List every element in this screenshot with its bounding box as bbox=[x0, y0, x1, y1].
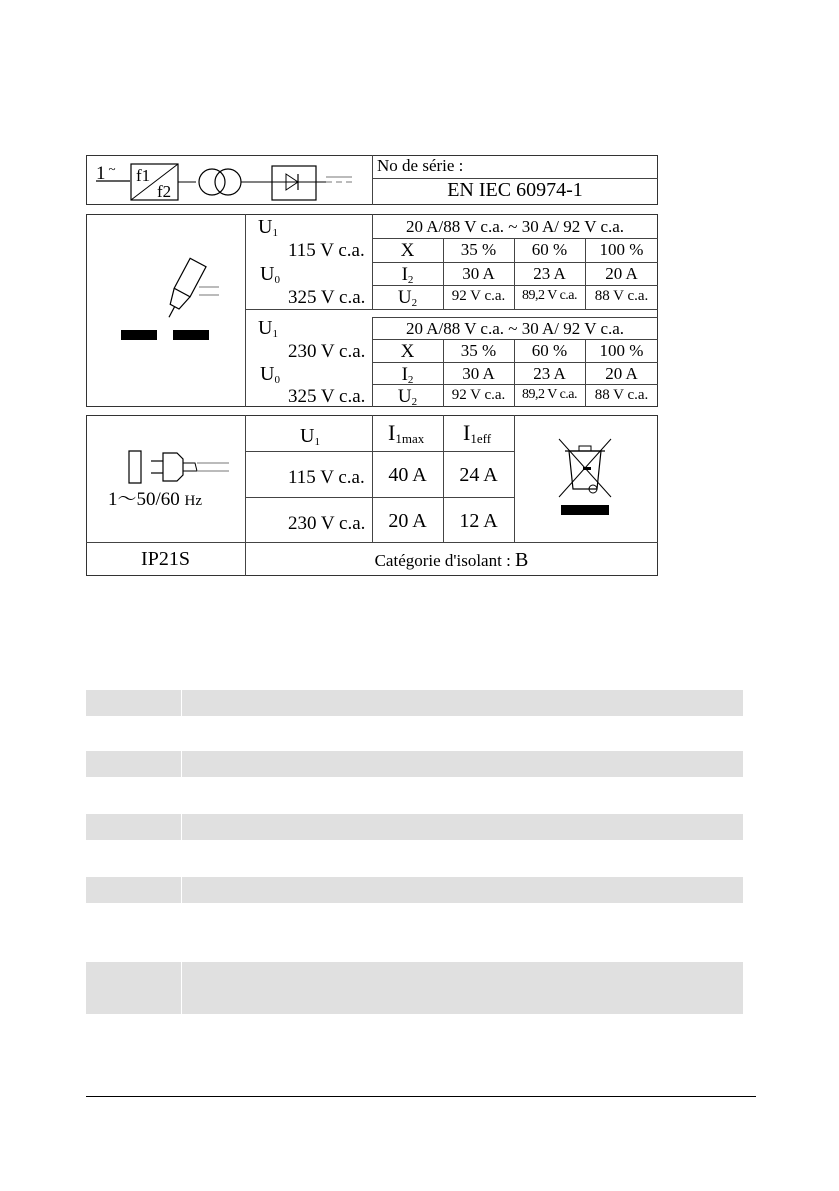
block1-u2-value: 92 V c.a. bbox=[451, 288, 506, 304]
block1-u2-label: $U_2$ bbox=[397, 287, 418, 309]
block1-line bbox=[372, 238, 658, 239]
block1-u2-value: 89,2 V c.a. bbox=[521, 288, 578, 303]
block2-line bbox=[372, 362, 658, 363]
block2-u1-symbol: $U_1$ bbox=[258, 317, 278, 340]
block1-u0-symbol: $U_0$ bbox=[260, 263, 280, 286]
output-specs-mid-line bbox=[245, 309, 658, 310]
description-row-1 bbox=[86, 690, 743, 716]
block2-i2-value: 20 A bbox=[605, 364, 638, 383]
block1-duty-cycle-label: X bbox=[400, 240, 415, 261]
supply-line bbox=[245, 451, 514, 452]
block2-i2-value: 23 A bbox=[533, 364, 566, 383]
block2-u0-value: 325 V c.a. bbox=[288, 386, 366, 407]
block2-current-range: 20 A/88 V c.a. ~ 30 A/ 92 V c.a. bbox=[405, 319, 625, 338]
protection-rating: IP21S bbox=[141, 548, 190, 570]
block1-current-range: 20 A/88 V c.a. ~ 30 A/ 92 V c.a. bbox=[405, 217, 625, 236]
mma-electrode-icon bbox=[115, 255, 225, 345]
block1-line bbox=[372, 262, 658, 263]
welding-power-source-icon bbox=[90, 158, 370, 204]
block2-u0-symbol: $U_0$ bbox=[260, 363, 280, 386]
footer-rule bbox=[86, 1096, 756, 1097]
supply-frequency: 1～50/60 Hz bbox=[108, 489, 203, 510]
mains-plug-icon bbox=[125, 445, 235, 489]
block2-i2-value: 30 A bbox=[462, 364, 495, 383]
block1-duty-cycle-value: 100 % bbox=[599, 240, 644, 259]
block2-u2-value: 88 V c.a. bbox=[594, 387, 649, 403]
block1-u0-value: 325 V c.a. bbox=[288, 287, 366, 308]
block1-u1-symbol: $U_1$ bbox=[258, 216, 278, 239]
weee-crossed-bin-icon bbox=[555, 437, 615, 521]
block2-duty-cycle-value: 35 % bbox=[460, 341, 497, 360]
supply-row-u1: 115 V c.a. bbox=[288, 467, 365, 488]
supply-row-i1max: 40 A bbox=[388, 464, 427, 486]
block2-u2-value: 89,2 V c.a. bbox=[521, 387, 578, 402]
phase-symbol: 1 ~ bbox=[96, 161, 116, 184]
serial-number-label: No de série : bbox=[377, 156, 464, 175]
block2-duty-cycle-label: X bbox=[400, 341, 415, 362]
block1-i2-value: 20 A bbox=[605, 264, 638, 283]
supply-row-u1: 230 V c.a. bbox=[288, 513, 366, 534]
output-specs-divider bbox=[245, 214, 246, 407]
supply-vline bbox=[514, 415, 515, 542]
description-row-5 bbox=[86, 962, 743, 1014]
supply-row-i1max: 20 A bbox=[388, 510, 427, 532]
description-row-4 bbox=[86, 877, 743, 903]
description-row-2 bbox=[86, 751, 743, 777]
block1-i2-value: 23 A bbox=[533, 264, 566, 283]
supply-col-i1eff: $I_{1eff}$ bbox=[463, 420, 492, 446]
standard-label: EN IEC 60974-1 bbox=[447, 179, 583, 201]
block1-duty-cycle-value: 60 % bbox=[531, 240, 568, 259]
block2-i2-label: $I_2$ bbox=[401, 364, 414, 386]
supply-line bbox=[245, 497, 514, 498]
description-row-3 bbox=[86, 814, 743, 840]
frequency-converter-f2: f2 bbox=[157, 182, 172, 201]
block2-u1-value: 230 V c.a. bbox=[288, 341, 366, 362]
supply-bottom-row-line bbox=[86, 542, 658, 543]
supply-row-i1eff: 24 A bbox=[459, 464, 498, 486]
block1-i2-value: 30 A bbox=[462, 264, 495, 283]
block2-duty-cycle-value: 60 % bbox=[531, 341, 568, 360]
block2-u2-value: 92 V c.a. bbox=[451, 387, 506, 403]
insulation-class-label: Catégorie d'isolant : B bbox=[374, 549, 529, 571]
block1-duty-cycle-value: 35 % bbox=[460, 240, 497, 259]
block2-line bbox=[372, 339, 658, 340]
block1-u1-value: 115 V c.a. bbox=[288, 240, 365, 261]
block1-u2-value: 88 V c.a. bbox=[594, 288, 649, 304]
supply-col-u1: $U_1$ bbox=[300, 425, 320, 448]
block1-i2-label: $I_2$ bbox=[401, 264, 414, 286]
block2-line bbox=[372, 317, 658, 318]
frequency-converter-f1: f1 bbox=[136, 166, 151, 185]
supply-row-i1eff: 12 A bbox=[459, 510, 498, 532]
block2-u2-label: $U_2$ bbox=[397, 386, 418, 408]
block2-duty-cycle-value: 100 % bbox=[599, 341, 644, 360]
supply-col-i1max: $I_{1max}$ bbox=[388, 420, 425, 446]
